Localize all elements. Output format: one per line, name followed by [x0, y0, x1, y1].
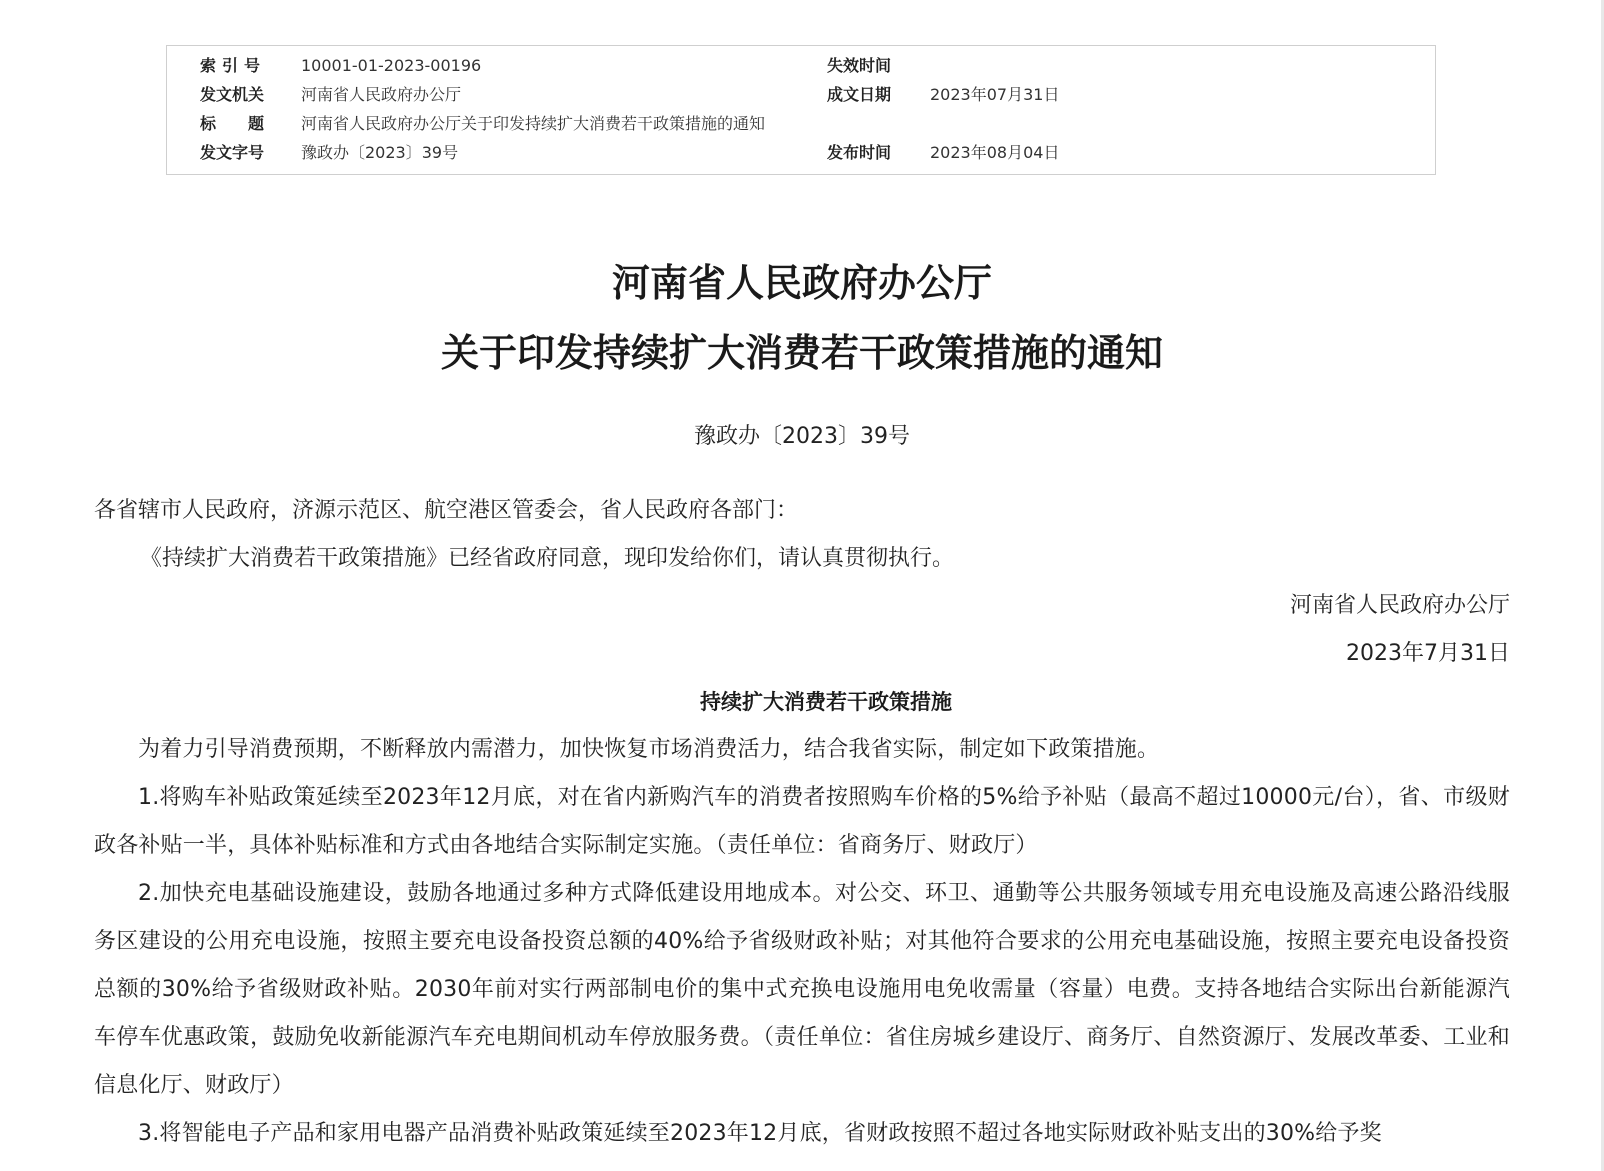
title-label: 标 题	[200, 114, 265, 133]
docno-label: 发文字号	[200, 143, 265, 162]
info-row-docno	[167, 139, 1435, 167]
expire-label: 失效时间	[827, 56, 892, 75]
issuer-label: 发文机关	[200, 85, 265, 104]
sign-date: 2023年7月31日	[1346, 641, 1510, 666]
date-label: 成文日期	[827, 85, 892, 104]
title-value: 河南省人民政府办公厅关于印发持续扩大消费若干政策措施的通知	[301, 114, 766, 133]
publish-label: 发布时间	[827, 143, 892, 162]
policy-item-3: 3.将智能电子产品和家用电器产品消费补贴政策延续至2023年12月底，省财政按照不超过各地实际财政补贴支出的30%给予奖	[138, 1121, 1382, 1146]
document-info-table	[166, 45, 1436, 175]
issuer-value: 河南省人民政府办公厅	[301, 85, 462, 104]
intro-paragraph: 《持续扩大消费若干政策措施》已经省政府同意，现印发给你们，请认真贯彻执行。	[140, 546, 955, 571]
signer: 河南省人民政府办公厅	[1289, 593, 1510, 618]
policy-item-2: 2.加快充电基础设施建设，鼓励各地通过多种方式降低建设用地成本。对公交、环卫、通勤等公共服务领域专用充电设施及高速公路沿线服务区建设的公用充电设施，按照主要充电设备投资总额的40%给予省级财政补贴；对其他符合要求的公用充电基础设施，按照主要充电设备投资总额的30%给予省级财政补贴。2030年前对实行两部制电价的集中式充换电设施用电免收需量（容量）电费。支持各地结合实际出台新能源汽车停车优惠政策，鼓励免收新能源汽车充电期间机动车停放服务费。（责任单位：省住房城乡建设厅、商务厅、自然资源厅、发展改革委、工业和信息化厅、财政厅）	[94, 881, 1510, 1098]
document-title-line2: 关于印发持续扩大消费若干政策措施的通知	[440, 331, 1163, 375]
section-title: 持续扩大消费若干政策措施	[700, 690, 952, 714]
document-title-line1: 河南省人民政府办公厅	[611, 261, 992, 305]
info-row-issuer	[167, 81, 1435, 109]
docno-value: 豫政办〔2023〕39号	[301, 143, 459, 162]
index-value: 10001-01-2023-00196	[301, 56, 482, 75]
publish-value: 2023年08月04日	[930, 143, 1060, 162]
addressee: 各省辖市人民政府，济源示范区、航空港区管委会，省人民政府各部门：	[94, 498, 799, 523]
info-row-index	[167, 52, 1435, 80]
document-number: 豫政办〔2023〕39号	[694, 424, 910, 449]
preamble-paragraph: 为着力引导消费预期，不断释放内需潜力，加快恢复市场消费活力，结合我省实际，制定如下政策措施。	[138, 737, 1160, 762]
index-label: 索引号	[200, 56, 267, 75]
policy-item-1: 1.将购车补贴政策延续至2023年12月底，对在省内新购汽车的消费者按照购车价格的5%给予补贴（最高不超过10000元/台），省、市级财政各补贴一半，具体补贴标准和方式由各地结合实际制定实施。（责任单位：省商务厅、财政厅）	[94, 785, 1510, 858]
info-row-title	[167, 110, 1435, 138]
date-value: 2023年07月31日	[930, 85, 1060, 104]
